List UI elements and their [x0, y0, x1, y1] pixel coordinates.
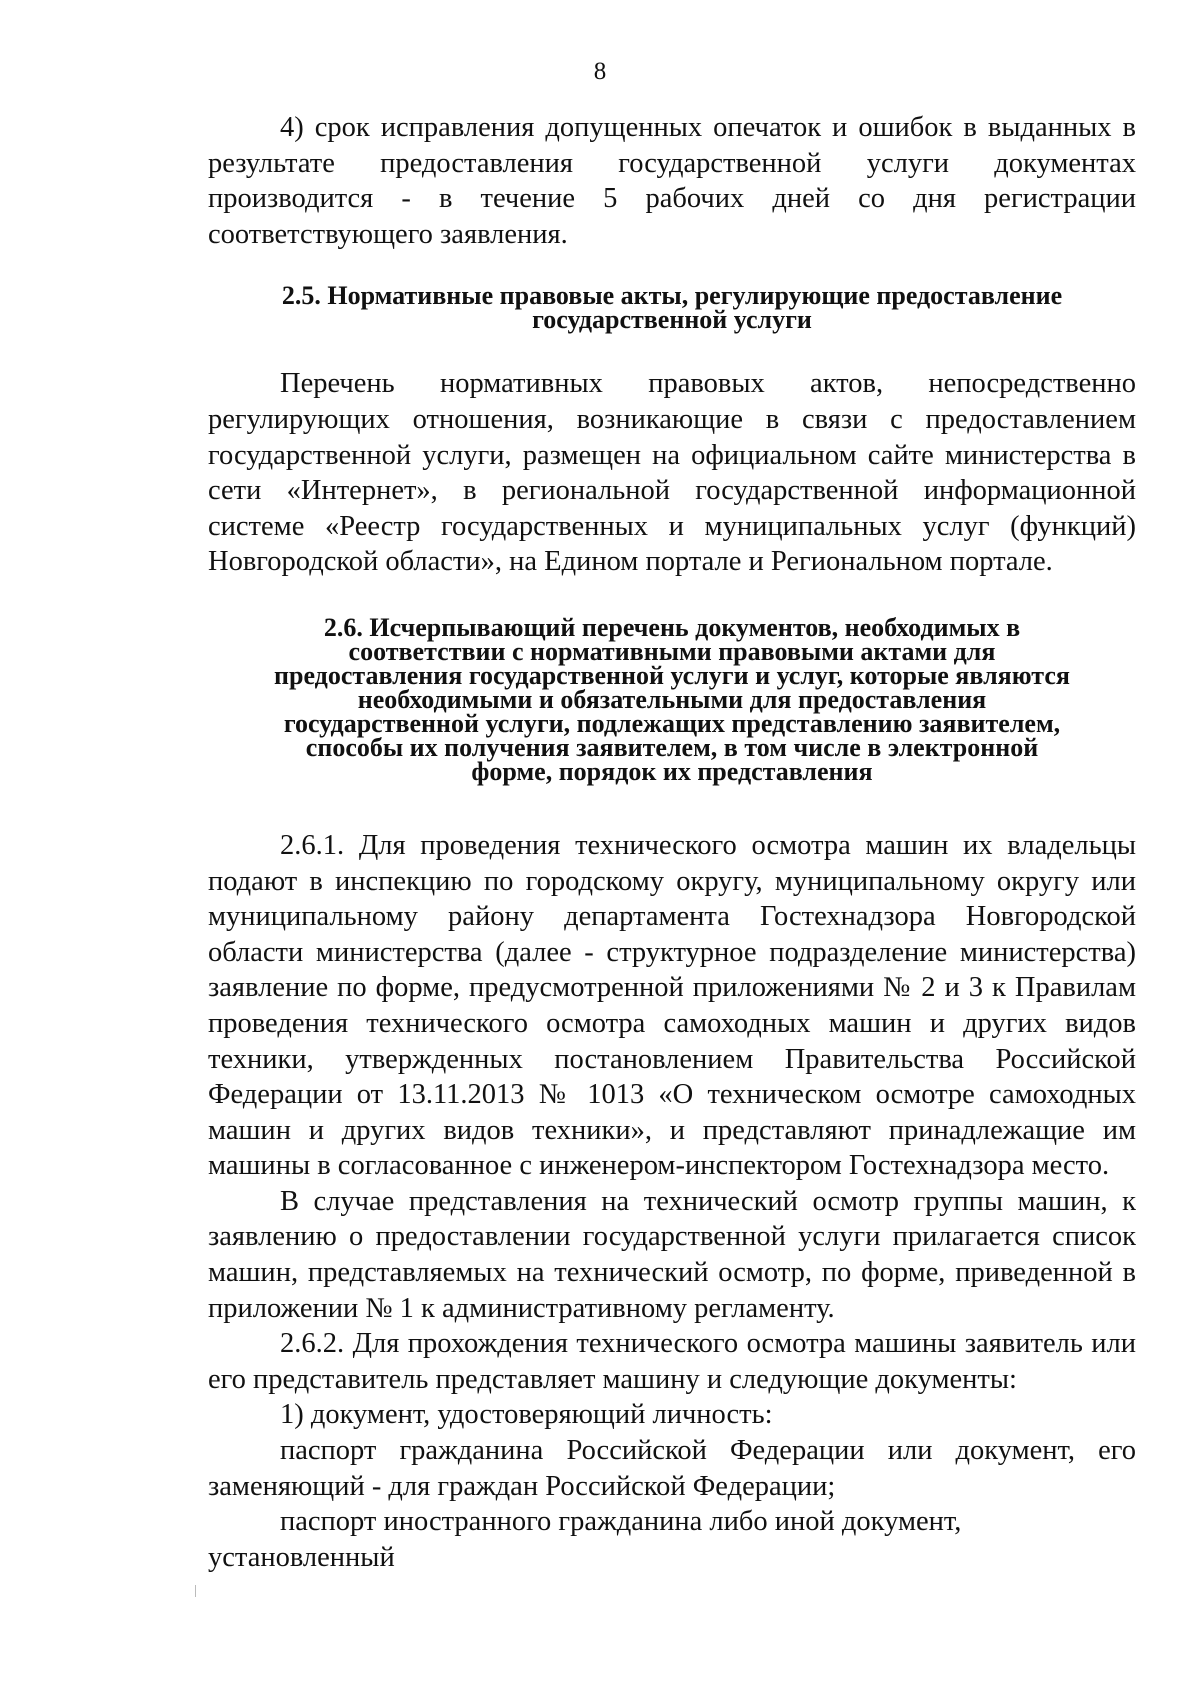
paragraph-group-inspection: В случае представления на технический осмотр группы машин, к заявлению о предоставлении государственной услуги прилагается список машин, представляемых на технический осмотр, по форме, приведенной в приложении № 1 к административному регламенту.	[208, 1185, 1136, 1324]
paragraph-2-6-1: 2.6.1. Для проведения технического осмотра машин их владельцы подают в инспекцию по городскому округу, муниципальному округу или муниципальному району департамента Гостехнадзора Новгородской области министерства (далее - структурное подразделение министерства) заявление по форме, предусмотренной приложениями № 2 и 3 к Правилам проведения технического осмотра самоходных машин и других видов техники, утвержденных постановлением Правительства Российской Федерации от 13.11.2013 № 1013 «О техническом осмотре самоходных машин и других видов техники», и представляют принадлежащие им машины в согласованное с инженером-инспектором Гостехнадзора место.	[208, 829, 1136, 1182]
section-heading-2-6: 2.6. Исчерпывающий перечень документов, необходимых в соответствии с нормативными правовыми актами для предоставления государственной услуги и услуг, которые являются необходимыми и обязательными для предоставления государственной услуги, подлежащих представлению заявителем, способы их получения заявителем, в том числе в электронной форме, порядок их представления	[274, 612, 1070, 786]
paragraph-2-6-2: 2.6.2. Для прохождения технического осмотра машины заявитель или его представитель представляет машину и следующие документы:	[208, 1328, 1136, 1395]
section-heading-2-5: 2.5. Нормативные правовые акты, регулирующие предоставление государственной услуги	[281, 281, 1063, 335]
paragraph-item-4: 4) срок исправления допущенных опечаток и ошибок в выданных в результате предоставления государственной услуги документах производится - в течение 5 рабочих дней со дня регистрации соответствующего заявления.	[208, 112, 1136, 250]
paragraph-passport-foreign: паспорт иностранного гражданина либо иной документ, установленный	[208, 1506, 962, 1573]
paragraph-identity-document: 1) документ, удостоверяющий личность:	[280, 1399, 773, 1431]
margin-mark	[195, 1585, 196, 1597]
page-number: 8	[593, 58, 607, 85]
paragraph-legal-acts: Перечень нормативных правовых актов, непосредственно регулирующих отношения, возникающие в связи с предоставлением государственной услуги, размещен на официальном сайте министерства в сети «Интернет», в региональной государственной информационной системе «Реестр государственных и муниципальных услуг (функций) Новгородской области», на Едином портале и Региональном портале.	[208, 368, 1136, 578]
document-body	[208, 110, 1136, 1575]
paragraph-passport-rf: паспорт гражданина Российской Федерации или документ, его заменяющий - для граждан Российской Федерации;	[208, 1435, 1136, 1502]
